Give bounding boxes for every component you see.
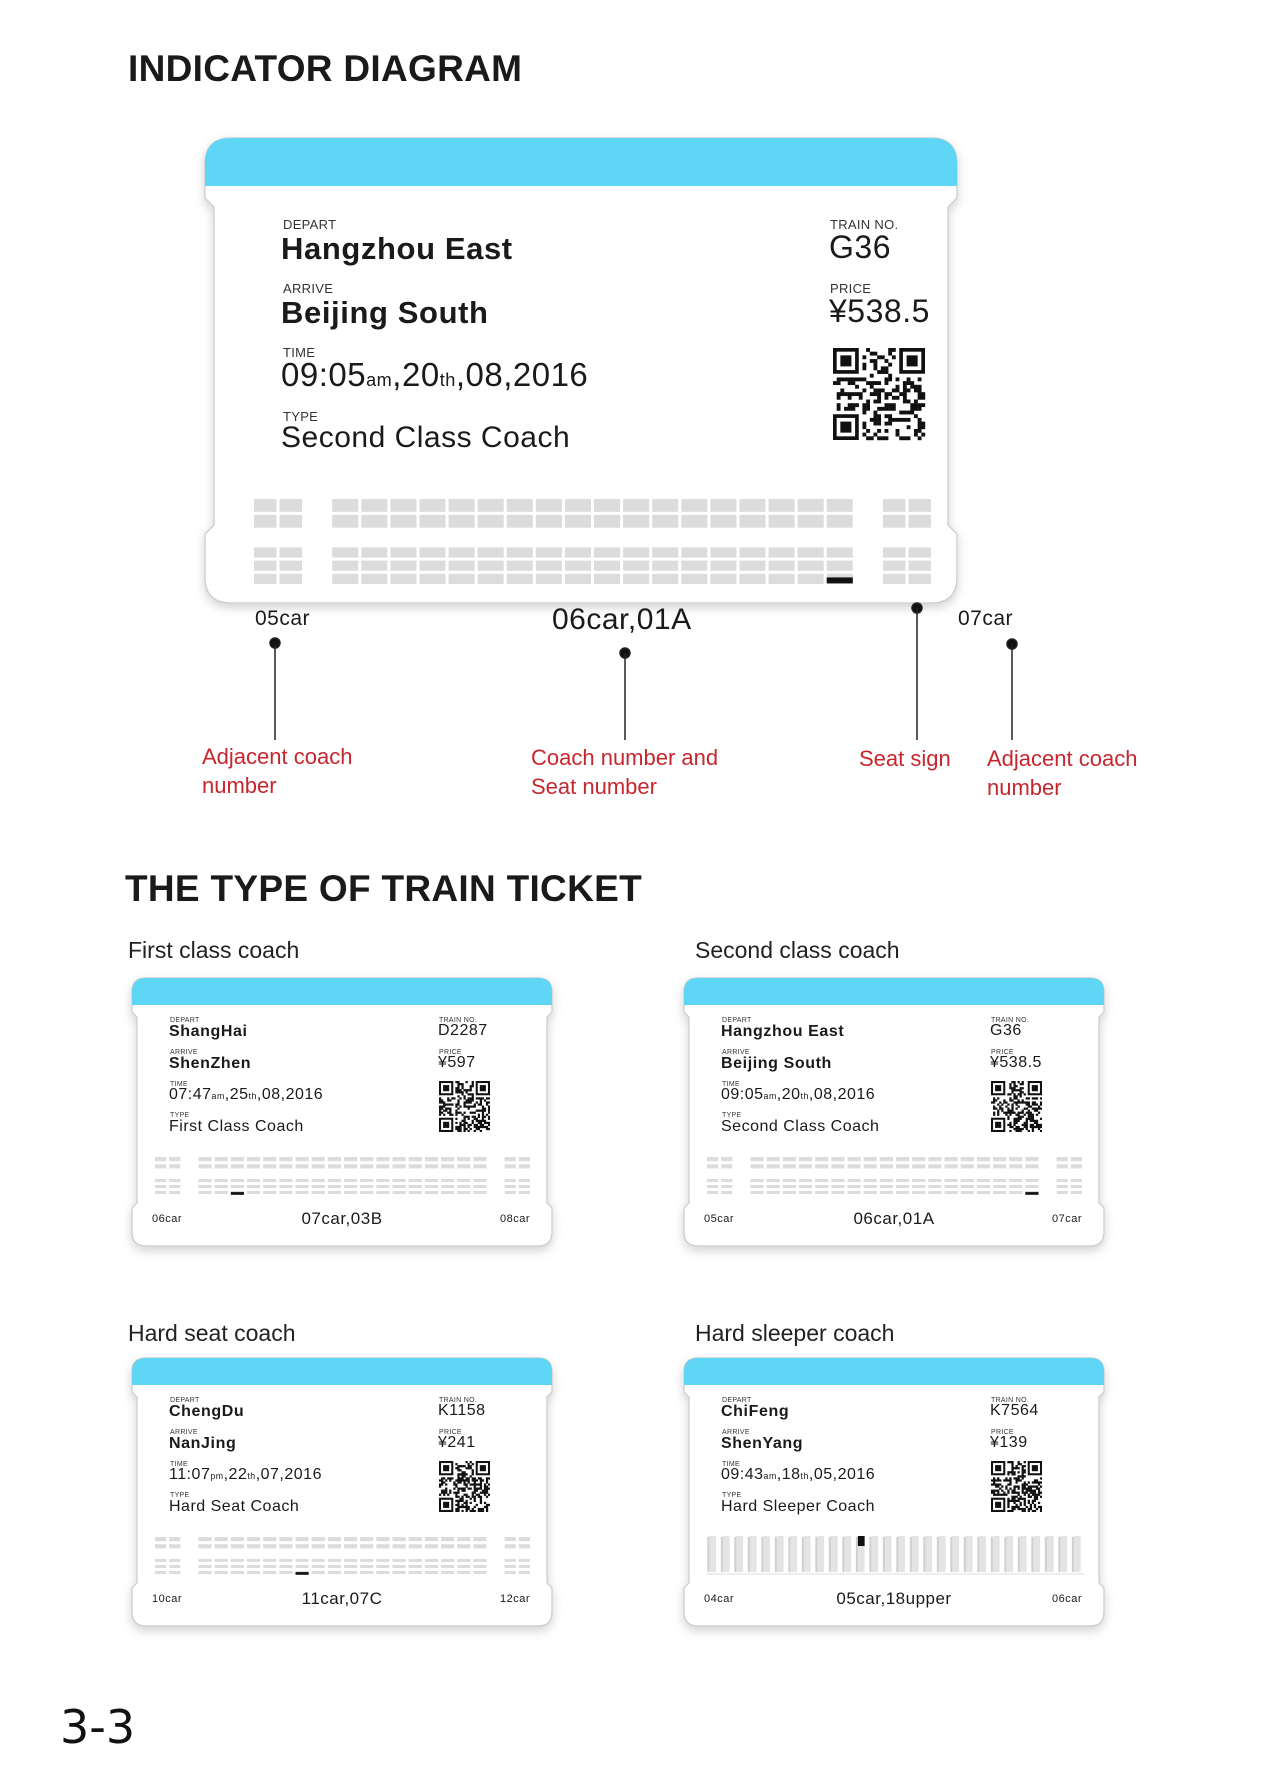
category-second-class: Second class coach — [695, 937, 900, 963]
type-label: TYPE — [170, 1492, 190, 1499]
depart-station: ChiFeng — [721, 1403, 790, 1420]
departure-time: 09:05am,20th,08,2016 — [721, 1086, 876, 1103]
type-label: TYPE — [722, 1112, 742, 1119]
qr-code-icon — [439, 1461, 490, 1512]
right-adjacent-car: 07car — [1051, 1213, 1082, 1225]
left-adjacent-car: 10car — [152, 1593, 183, 1605]
right-adjacent-car: 12car — [499, 1593, 530, 1605]
time-label: TIME — [722, 1461, 740, 1468]
annotation-seat-sign: Seat sign — [859, 746, 951, 771]
annotation-adjacent-left: Adjacent coach number — [202, 744, 353, 798]
price-label: PRICE — [830, 281, 872, 296]
arrive-label: ARRIVE — [170, 1049, 198, 1056]
qr-code-icon — [991, 1081, 1042, 1132]
price-label: PRICE — [439, 1429, 462, 1436]
category-hard-sleeper: Hard sleeper coach — [695, 1320, 895, 1346]
coach-type: Hard Sleeper Coach — [721, 1498, 875, 1515]
type-label: TYPE — [170, 1112, 190, 1119]
depart-station: Hangzhou East — [281, 231, 513, 266]
depart-label: DEPART — [283, 217, 337, 232]
ticket-header-band — [684, 978, 1104, 1005]
coach-seat-number: 07car,03B — [301, 1209, 383, 1228]
ticket-price: ¥241 — [438, 1434, 476, 1451]
train-no-label: TRAIN NO. — [991, 1397, 1030, 1404]
coach-seat-number: 06car,01A — [552, 603, 692, 636]
time-label: TIME — [170, 1461, 188, 1468]
ticket-price: ¥597 — [438, 1054, 476, 1071]
coach-seat-number: 06car,01A — [853, 1209, 935, 1228]
right-adjacent-car: 08car — [499, 1213, 530, 1225]
time-label: TIME — [170, 1081, 188, 1088]
train-no-label: TRAIN NO. — [439, 1017, 478, 1024]
left-adjacent-car: 06car — [152, 1213, 183, 1225]
arrive-label: ARRIVE — [722, 1049, 750, 1056]
arrive-station: NanJing — [169, 1435, 237, 1452]
time-label: TIME — [283, 345, 316, 360]
coach-seat-number: 05car,18upper — [836, 1589, 952, 1608]
page-number: 3-3 — [60, 1700, 136, 1754]
depart-station: ShangHai — [169, 1023, 248, 1040]
ticket-hard-seat — [132, 1358, 552, 1626]
ticket-header-band — [132, 978, 552, 1005]
ticket-price: ¥538.5 — [990, 1054, 1042, 1071]
seat-map — [706, 1156, 1084, 1196]
ticket-first-class — [132, 978, 552, 1246]
depart-label: DEPART — [170, 1397, 200, 1404]
depart-label: DEPART — [170, 1017, 200, 1024]
coach-seat-number: 11car,07C — [301, 1589, 383, 1608]
ticket-price: ¥139 — [990, 1434, 1028, 1451]
qr-code-icon — [439, 1081, 490, 1132]
category-hard-seat: Hard seat coach — [128, 1320, 296, 1346]
departure-time: 11:07pm,22th,07,2016 — [169, 1466, 322, 1483]
train-number: D2287 — [438, 1022, 488, 1039]
time-label: TIME — [722, 1081, 740, 1088]
left-adjacent-car: 05car — [255, 607, 311, 630]
left-adjacent-car: 04car — [704, 1593, 735, 1605]
ticket-header-band — [684, 1358, 1104, 1385]
train-number: K1158 — [438, 1402, 486, 1419]
depart-label: DEPART — [722, 1397, 752, 1404]
category-first-class: First class coach — [128, 937, 300, 963]
departure-time: 09:05am,20th,08,2016 — [281, 356, 589, 393]
ticket-second-class — [684, 978, 1104, 1246]
arrive-label: ARRIVE — [283, 281, 334, 296]
price-label: PRICE — [991, 1429, 1014, 1436]
right-adjacent-car: 07car — [958, 607, 1014, 630]
arrive-label: ARRIVE — [170, 1429, 198, 1436]
coach-type: Hard Seat Coach — [169, 1498, 300, 1515]
indicator-diagram-title: INDICATOR DIAGRAM — [128, 48, 523, 89]
coach-type: Second Class Coach — [281, 421, 571, 454]
qr-code-icon — [991, 1461, 1042, 1512]
departure-time: 07:47am,25th,08,2016 — [169, 1086, 324, 1103]
arrive-station: Beijing South — [721, 1055, 832, 1072]
arrive-station: Beijing South — [281, 295, 489, 330]
type-label: TYPE — [283, 409, 319, 424]
price-label: PRICE — [991, 1049, 1014, 1056]
train-number: G36 — [990, 1022, 1022, 1039]
departure-time: 09:43am,18th,05,2016 — [721, 1466, 876, 1483]
seat-sign — [858, 1536, 865, 1546]
seat-sign — [295, 1572, 308, 1575]
seat-map — [154, 1536, 532, 1576]
seat-sign — [1025, 1192, 1038, 1195]
arrive-station: ShenZhen — [169, 1055, 252, 1072]
coach-type: Second Class Coach — [721, 1118, 880, 1135]
train-number: K7564 — [990, 1402, 1039, 1419]
depart-label: DEPART — [722, 1017, 752, 1024]
type-label: TYPE — [722, 1492, 742, 1499]
arrive-label: ARRIVE — [722, 1429, 750, 1436]
price-label: PRICE — [439, 1049, 462, 1056]
seat-sign — [231, 1192, 244, 1195]
ticket-header-band — [132, 1358, 552, 1385]
coach-type: First Class Coach — [169, 1118, 304, 1135]
train-number: G36 — [829, 229, 891, 265]
train-no-label: TRAIN NO. — [830, 217, 899, 232]
right-adjacent-car: 06car — [1051, 1593, 1082, 1605]
seat-map — [154, 1156, 532, 1196]
train-no-label: TRAIN NO. — [439, 1397, 478, 1404]
left-adjacent-car: 05car — [704, 1213, 735, 1225]
train-no-label: TRAIN NO. — [991, 1017, 1030, 1024]
ticket-hard-sleeper — [684, 1358, 1104, 1626]
annotation-adjacent-right: Adjacent coach number — [987, 746, 1138, 800]
depart-station: Hangzhou East — [721, 1023, 845, 1040]
ticket-types-title: THE TYPE OF TRAIN TICKET — [125, 868, 642, 909]
ticket-price: ¥538.5 — [829, 293, 930, 329]
depart-station: ChengDu — [169, 1403, 245, 1420]
seat-map — [706, 1536, 1084, 1576]
arrive-station: ShenYang — [721, 1435, 804, 1452]
annotation-coach-seat: Coach number and Seat number — [531, 745, 719, 799]
